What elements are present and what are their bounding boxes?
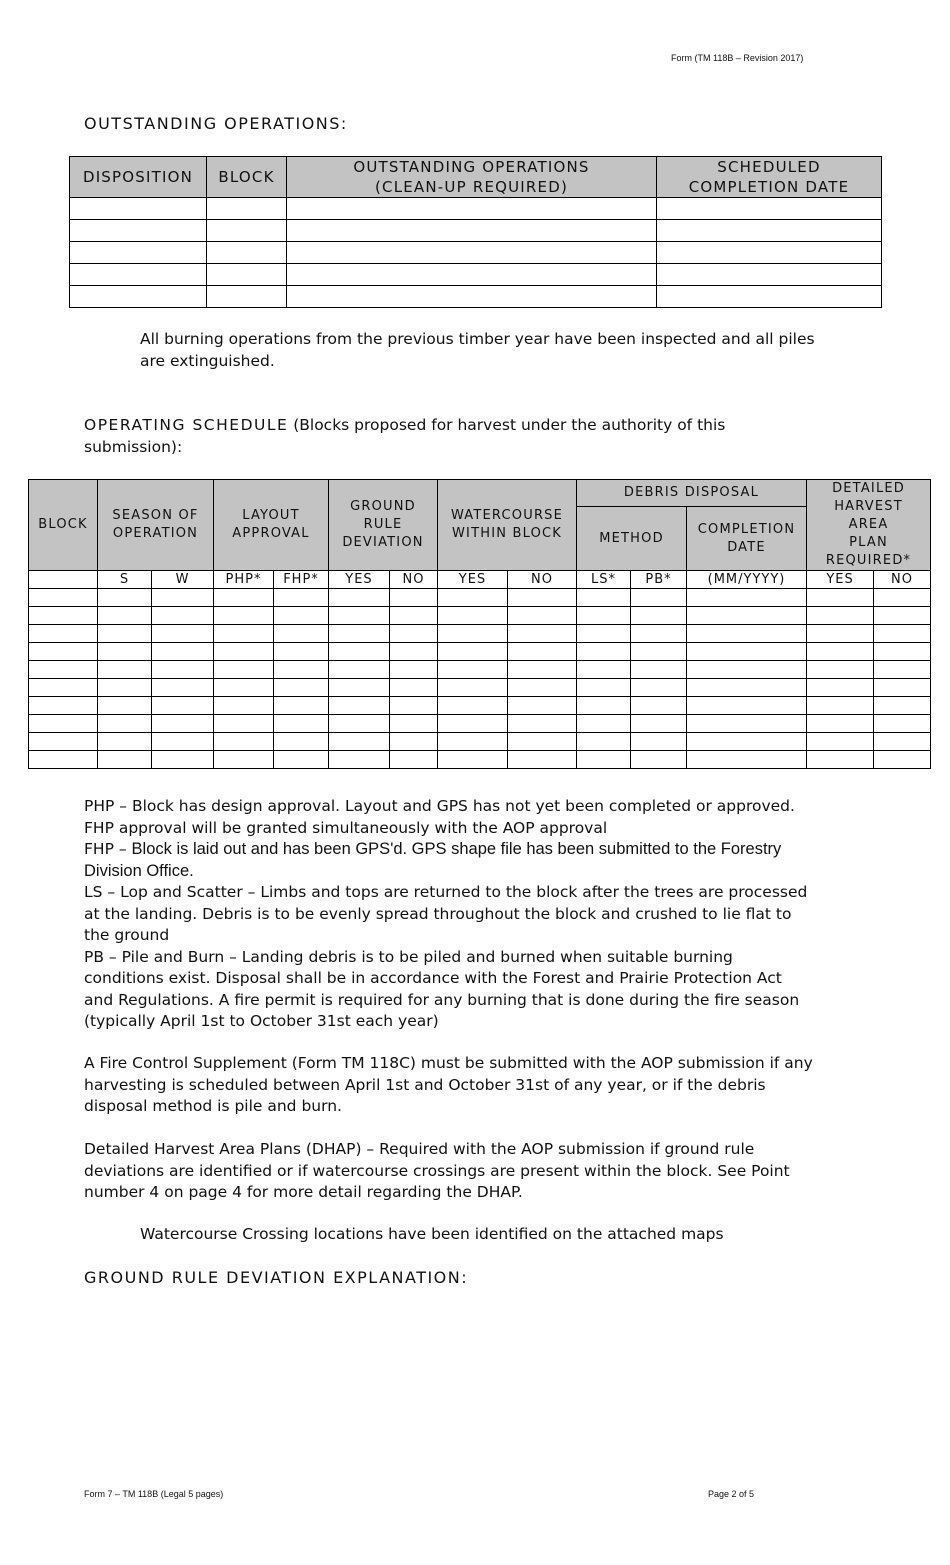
schedule-cell[interactable]: [508, 661, 577, 679]
schedule-cell[interactable]: [214, 733, 274, 751]
watercourse-statement: Watercourse Crossing locations have been identified on the attached maps: [140, 1225, 724, 1243]
schedule-row: [29, 661, 931, 679]
schedule-cell[interactable]: [29, 697, 98, 715]
schedule-cell[interactable]: [329, 751, 390, 769]
schedule-cell[interactable]: [152, 751, 214, 769]
schedule-cell[interactable]: [874, 679, 931, 697]
outstanding-cell[interactable]: [70, 198, 207, 220]
schedule-row: [29, 643, 931, 661]
schedule-cell[interactable]: [329, 625, 390, 643]
schedule-cell[interactable]: [274, 679, 329, 697]
outstanding-row: [70, 264, 882, 286]
php-definition: PHP – Block has design approval. Layout and GPS has not yet been completed or approved. FHP approval will be granted simultaneously with the AOP approval: [84, 797, 795, 837]
outstanding-cell[interactable]: [207, 242, 287, 264]
schedule-cell[interactable]: [390, 697, 438, 715]
schedule-cell[interactable]: [438, 715, 508, 733]
schedule-cell[interactable]: [152, 733, 214, 751]
schedule-row: [29, 733, 931, 751]
outstanding-header-row: [70, 157, 882, 198]
schedule-cell[interactable]: [329, 697, 390, 715]
schedule-cell[interactable]: [98, 697, 152, 715]
schedule-cell[interactable]: [631, 697, 687, 715]
schedule-cell[interactable]: [577, 607, 631, 625]
schedule-cell[interactable]: [438, 661, 508, 679]
schedule-cell[interactable]: [687, 733, 807, 751]
schedule-cell[interactable]: [98, 715, 152, 733]
schedule-cell[interactable]: [807, 607, 874, 625]
schedule-cell[interactable]: [438, 751, 508, 769]
schedule-cell[interactable]: [874, 733, 931, 751]
outstanding-operations-title: OUTSTANDING OPERATIONS:: [84, 114, 348, 133]
page-number: Page 2 of 5: [708, 1489, 755, 1499]
schedule-subheader-row: [29, 571, 931, 589]
outstanding-row: [70, 242, 882, 264]
schedule-cell[interactable]: [98, 751, 152, 769]
schedule-cell[interactable]: [329, 589, 390, 607]
schedule-cell[interactable]: [438, 625, 508, 643]
schedule-cell[interactable]: [687, 715, 807, 733]
schedule-cell[interactable]: [29, 625, 98, 643]
schedule-subheader: LS*: [577, 571, 631, 589]
schedule-cell[interactable]: [508, 733, 577, 751]
schedule-cell[interactable]: [807, 643, 874, 661]
schedule-cell[interactable]: [687, 589, 807, 607]
schedule-subheader: FHP*: [274, 571, 329, 589]
schedule-cell[interactable]: [329, 733, 390, 751]
schedule-cell[interactable]: [631, 733, 687, 751]
schedule-cell[interactable]: [329, 643, 390, 661]
schedule-cell[interactable]: [29, 679, 98, 697]
schedule-cell[interactable]: [390, 715, 438, 733]
outstanding-cell[interactable]: [70, 264, 207, 286]
outstanding-cell[interactable]: [287, 220, 657, 242]
schedule-cell[interactable]: [687, 607, 807, 625]
schedule-subheader: S: [98, 571, 152, 589]
col-debris-disposal: DEBRIS DISPOSAL: [577, 480, 807, 507]
schedule-cell[interactable]: [98, 643, 152, 661]
outstanding-row: [70, 286, 882, 308]
footer-form-ref: Form 7 – TM 118B (Legal 5 pages): [84, 1489, 224, 1499]
schedule-cell[interactable]: [807, 733, 874, 751]
schedule-cell[interactable]: [438, 643, 508, 661]
outstanding-body: [70, 198, 882, 308]
schedule-cell[interactable]: [390, 733, 438, 751]
outstanding-cell[interactable]: [70, 286, 207, 308]
ground-rule-deviation-title: GROUND RULE DEVIATION EXPLANATION:: [84, 1268, 469, 1287]
schedule-cell[interactable]: [214, 697, 274, 715]
col-block: BLOCK: [29, 480, 98, 571]
schedule-cell[interactable]: [152, 643, 214, 661]
schedule-cell[interactable]: [508, 589, 577, 607]
col-scheduled-completion: SCHEDULED COMPLETION DATE: [657, 157, 882, 198]
schedule-cell[interactable]: [29, 607, 98, 625]
schedule-cell[interactable]: [152, 679, 214, 697]
schedule-cell[interactable]: [508, 697, 577, 715]
schedule-cell[interactable]: [874, 589, 931, 607]
col-ground-rule: GROUND RULE DEVIATION: [329, 480, 438, 571]
col-method: METHOD: [577, 507, 687, 571]
schedule-row: [29, 607, 931, 625]
schedule-cell[interactable]: [98, 733, 152, 751]
form-reference: Form (TM 118B – Revision 2017): [671, 53, 804, 63]
schedule-cell[interactable]: [214, 661, 274, 679]
schedule-cell[interactable]: [214, 589, 274, 607]
ls-definition: LS – Lop and Scatter – Limbs and tops are returned to the block after the trees are processed at the landing. Debris is to be evenly spread throughout the block and crushed to lie flat to the ground: [84, 883, 808, 944]
schedule-cell[interactable]: [274, 697, 329, 715]
schedule-subheader: YES: [807, 571, 874, 589]
schedule-row: [29, 679, 931, 697]
outstanding-cell[interactable]: [657, 220, 882, 242]
col-dhap: DETAILED HARVEST AREA PLAN REQUIRED*: [807, 480, 931, 571]
schedule-cell[interactable]: [577, 679, 631, 697]
schedule-cell[interactable]: [687, 697, 807, 715]
schedule-cell[interactable]: [152, 625, 214, 643]
schedule-cell[interactable]: [508, 607, 577, 625]
schedule-cell[interactable]: [807, 679, 874, 697]
outstanding-cell[interactable]: [70, 220, 207, 242]
schedule-cell[interactable]: [807, 715, 874, 733]
schedule-cell[interactable]: [390, 661, 438, 679]
schedule-cell[interactable]: [687, 751, 807, 769]
schedule-cell[interactable]: [577, 733, 631, 751]
schedule-cell[interactable]: [152, 661, 214, 679]
col-season: SEASON OF OPERATION: [98, 480, 214, 571]
outstanding-cell[interactable]: [207, 198, 287, 220]
schedule-cell[interactable]: [274, 715, 329, 733]
schedule-cell[interactable]: [508, 643, 577, 661]
schedule-cell[interactable]: [152, 589, 214, 607]
col-watercourse: WATERCOURSE WITHIN BLOCK: [438, 480, 577, 571]
schedule-cell[interactable]: [508, 679, 577, 697]
schedule-row: [29, 589, 931, 607]
schedule-subheader: NO: [390, 571, 438, 589]
schedule-cell[interactable]: [390, 625, 438, 643]
schedule-cell[interactable]: [98, 625, 152, 643]
schedule-cell[interactable]: [152, 715, 214, 733]
outstanding-cell[interactable]: [657, 286, 882, 308]
schedule-cell[interactable]: [29, 715, 98, 733]
schedule-cell[interactable]: [98, 589, 152, 607]
schedule-cell[interactable]: [577, 697, 631, 715]
outstanding-operations-table: [69, 156, 882, 308]
schedule-cell[interactable]: [390, 679, 438, 697]
schedule-cell[interactable]: [390, 607, 438, 625]
fhp-definition: FHP – Block is laid out and has been GPS'd. GPS shape file has been submitted to the Forestry Division Office.: [84, 840, 782, 880]
burning-statement: All burning operations from the previous timber year have been inspected and all piles are extinguished.: [140, 330, 815, 370]
schedule-subheader: PB*: [631, 571, 687, 589]
schedule-cell[interactable]: [631, 715, 687, 733]
schedule-cell[interactable]: [687, 661, 807, 679]
schedule-cell[interactable]: [438, 697, 508, 715]
outstanding-cell[interactable]: [207, 264, 287, 286]
schedule-cell[interactable]: [214, 679, 274, 697]
schedule-cell[interactable]: [874, 607, 931, 625]
schedule-cell[interactable]: [274, 607, 329, 625]
schedule-cell[interactable]: [214, 751, 274, 769]
schedule-subheader: PHP*: [214, 571, 274, 589]
schedule-cell[interactable]: [152, 607, 214, 625]
schedule-cell[interactable]: [577, 643, 631, 661]
schedule-cell[interactable]: [874, 643, 931, 661]
outstanding-cell[interactable]: [657, 264, 882, 286]
schedule-cell[interactable]: [274, 661, 329, 679]
schedule-cell[interactable]: [807, 589, 874, 607]
schedule-cell[interactable]: [390, 643, 438, 661]
schedule-cell[interactable]: [508, 751, 577, 769]
col-block: BLOCK: [207, 157, 287, 198]
pb-definition: PB – Pile and Burn – Landing debris is to be piled and burned when suitable burning conditions exist. Disposal shall be in accordance with the Forest and Prairie Protection Act and Regulations. A fire permit is required for any burning that is done during the fire season (typically April 1st to October 31st each year): [84, 947, 800, 1030]
outstanding-row: [70, 198, 882, 220]
schedule-cell[interactable]: [390, 751, 438, 769]
schedule-cell[interactable]: [687, 643, 807, 661]
schedule-cell[interactable]: [438, 733, 508, 751]
schedule-cell[interactable]: [29, 643, 98, 661]
schedule-cell[interactable]: [214, 643, 274, 661]
schedule-subheader: YES: [438, 571, 508, 589]
schedule-subheader: YES: [329, 571, 390, 589]
schedule-cell[interactable]: [807, 661, 874, 679]
schedule-cell[interactable]: [874, 625, 931, 643]
schedule-cell[interactable]: [631, 679, 687, 697]
schedule-cell[interactable]: [329, 679, 390, 697]
col-disposition: DISPOSITION: [70, 157, 207, 198]
outstanding-cell[interactable]: [207, 286, 287, 308]
schedule-cell[interactable]: [329, 661, 390, 679]
schedule-cell[interactable]: [577, 589, 631, 607]
schedule-cell[interactable]: [874, 715, 931, 733]
col-completion-date: COMPLETION DATE: [687, 507, 807, 571]
outstanding-cell[interactable]: [287, 198, 657, 220]
schedule-cell[interactable]: [508, 715, 577, 733]
operating-schedule-title: [84, 415, 784, 458]
schedule-cell[interactable]: [577, 661, 631, 679]
definitions: [84, 796, 814, 1033]
schedule-cell[interactable]: [98, 607, 152, 625]
outstanding-cell[interactable]: [287, 264, 657, 286]
schedule-cell[interactable]: [214, 715, 274, 733]
col-outstanding-operations: OUTSTANDING OPERATIONS (CLEAN-UP REQUIRED): [287, 157, 657, 198]
schedule-cell[interactable]: [329, 715, 390, 733]
schedule-cell[interactable]: [687, 679, 807, 697]
schedule-subheader: (MM/YYYY): [687, 571, 807, 589]
schedule-cell[interactable]: [631, 643, 687, 661]
schedule-cell[interactable]: [807, 751, 874, 769]
dhap-note: Detailed Harvest Area Plans (DHAP) – Required with the AOP submission if ground rule deviations are identified or if watercourse crossings are present within the block. See Point number 4 on page 4 for more detail regarding the DHAP.: [84, 1140, 790, 1201]
col-layout-approval: LAYOUT APPROVAL: [214, 480, 329, 571]
schedule-cell[interactable]: [631, 607, 687, 625]
schedule-row: [29, 697, 931, 715]
schedule-body: [29, 589, 931, 769]
schedule-cell[interactable]: [29, 589, 98, 607]
schedule-cell[interactable]: [438, 607, 508, 625]
operating-schedule-caps: OPERATING SCHEDULE: [84, 416, 289, 434]
schedule-cell[interactable]: [274, 625, 329, 643]
schedule-cell[interactable]: [577, 751, 631, 769]
schedule-cell[interactable]: [577, 715, 631, 733]
schedule-cell[interactable]: [214, 625, 274, 643]
schedule-row: [29, 715, 931, 733]
schedule-cell[interactable]: [274, 643, 329, 661]
outstanding-cell[interactable]: [70, 242, 207, 264]
schedule-cell[interactable]: [29, 661, 98, 679]
operating-schedule-desc: (Blocks proposed for harvest under the authority of this submission):: [84, 416, 726, 456]
schedule-cell[interactable]: [508, 625, 577, 643]
schedule-subheader: NO: [874, 571, 931, 589]
schedule-cell[interactable]: [807, 697, 874, 715]
outstanding-cell[interactable]: [657, 242, 882, 264]
schedule-cell[interactable]: [438, 589, 508, 607]
outstanding-cell[interactable]: [287, 286, 657, 308]
schedule-cell[interactable]: [274, 733, 329, 751]
schedule-cell[interactable]: [152, 697, 214, 715]
schedule-cell[interactable]: [874, 661, 931, 679]
schedule-subheader: [29, 571, 98, 589]
outstanding-cell[interactable]: [657, 198, 882, 220]
schedule-cell[interactable]: [631, 589, 687, 607]
schedule-subheader: NO: [508, 571, 577, 589]
schedule-cell[interactable]: [687, 625, 807, 643]
schedule-cell[interactable]: [98, 679, 152, 697]
schedule-cell[interactable]: [631, 751, 687, 769]
schedule-cell[interactable]: [631, 661, 687, 679]
schedule-cell[interactable]: [214, 607, 274, 625]
schedule-cell[interactable]: [874, 751, 931, 769]
schedule-cell[interactable]: [274, 589, 329, 607]
outstanding-cell[interactable]: [207, 220, 287, 242]
schedule-cell[interactable]: [874, 697, 931, 715]
schedule-cell[interactable]: [438, 679, 508, 697]
fire-control-note: A Fire Control Supplement (Form TM 118C) must be submitted with the AOP submission if any harvesting is scheduled between April 1st and October 31st of any year, or if the debris disposal method is pile and burn.: [84, 1054, 813, 1115]
schedule-cell[interactable]: [29, 733, 98, 751]
schedule-cell[interactable]: [390, 589, 438, 607]
schedule-cell[interactable]: [807, 625, 874, 643]
schedule-row: [29, 625, 931, 643]
schedule-cell[interactable]: [274, 751, 329, 769]
schedule-row: [29, 751, 931, 769]
outstanding-cell[interactable]: [287, 242, 657, 264]
outstanding-row: [70, 220, 882, 242]
schedule-subheader: W: [152, 571, 214, 589]
schedule-cell[interactable]: [631, 625, 687, 643]
schedule-cell[interactable]: [329, 607, 390, 625]
schedule-cell[interactable]: [98, 661, 152, 679]
schedule-cell[interactable]: [577, 625, 631, 643]
operating-schedule-table: [28, 479, 931, 769]
schedule-cell[interactable]: [29, 751, 98, 769]
